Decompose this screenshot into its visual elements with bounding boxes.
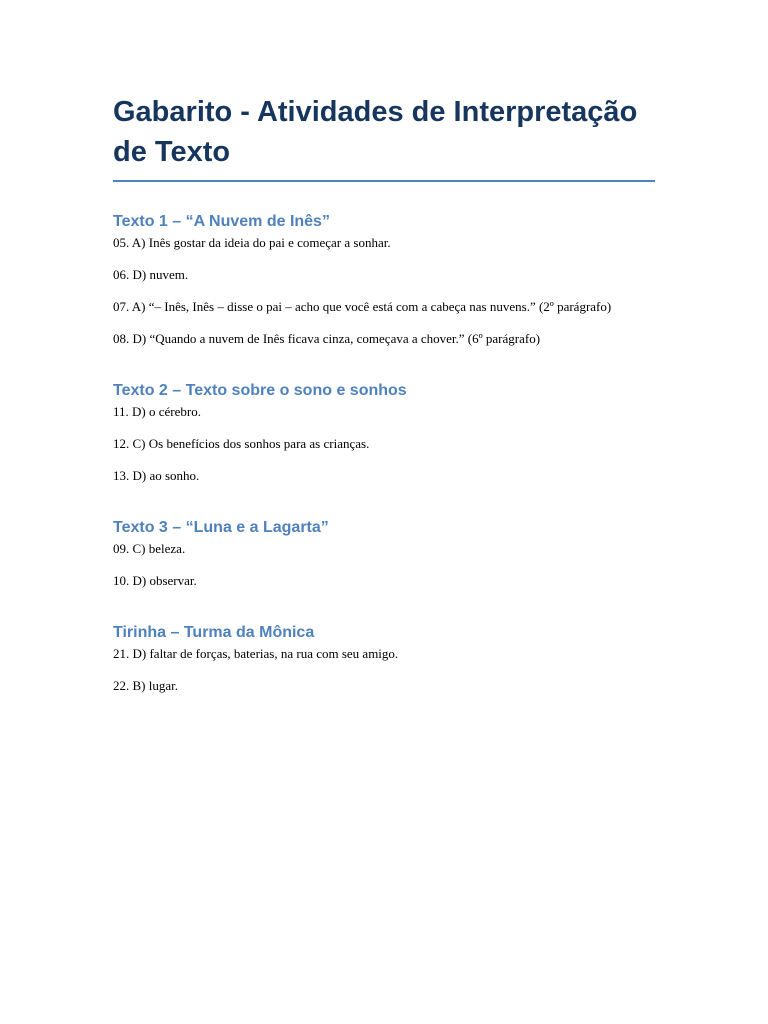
section-heading: Texto 1 – “A Nuvem de Inês” bbox=[113, 213, 330, 230]
answer-item: 12. C) Os benefícios dos sonhos para as crianças. bbox=[113, 436, 370, 451]
answer-item: 22. B) lugar. bbox=[113, 678, 178, 693]
answer-item: 09. C) beleza. bbox=[113, 541, 186, 556]
answer-item: 21. D) faltar de forças, baterias, na rua com seu amigo. bbox=[113, 646, 399, 661]
answer-item: 11. D) o cérebro. bbox=[113, 404, 201, 419]
answer-item: 05. A) Inês gostar da ideia do pai e começar a sonhar. bbox=[113, 235, 391, 250]
document-title: Gabarito - Atividades de Interpretação de Texto bbox=[113, 92, 655, 182]
section-heading: Texto 3 – “Luna e a Lagarta” bbox=[113, 519, 329, 536]
section-tirinha bbox=[113, 623, 655, 695]
answer-item: 07. A) “– Inês, Inês – disse o pai – acho que você está com a cabeça nas nuvens.” (2º parágrafo) bbox=[113, 299, 612, 314]
section-heading: Texto 2 – Texto sobre o sono e sonhos bbox=[113, 382, 407, 399]
answer-item: 06. D) nuvem. bbox=[113, 267, 189, 282]
answer-item: 10. D) observar. bbox=[113, 573, 197, 588]
section-heading: Tirinha – Turma da Mônica bbox=[113, 624, 315, 641]
answer-item: 08. D) “Quando a nuvem de Inês ficava cinza, começava a chover.” (6º parágrafo) bbox=[113, 331, 541, 346]
section-texto-1 bbox=[113, 212, 655, 348]
answer-item: 13. D) ao sonho. bbox=[113, 468, 200, 483]
section-texto-2 bbox=[113, 381, 655, 485]
document-page bbox=[113, 92, 655, 695]
section-texto-3 bbox=[113, 518, 655, 590]
